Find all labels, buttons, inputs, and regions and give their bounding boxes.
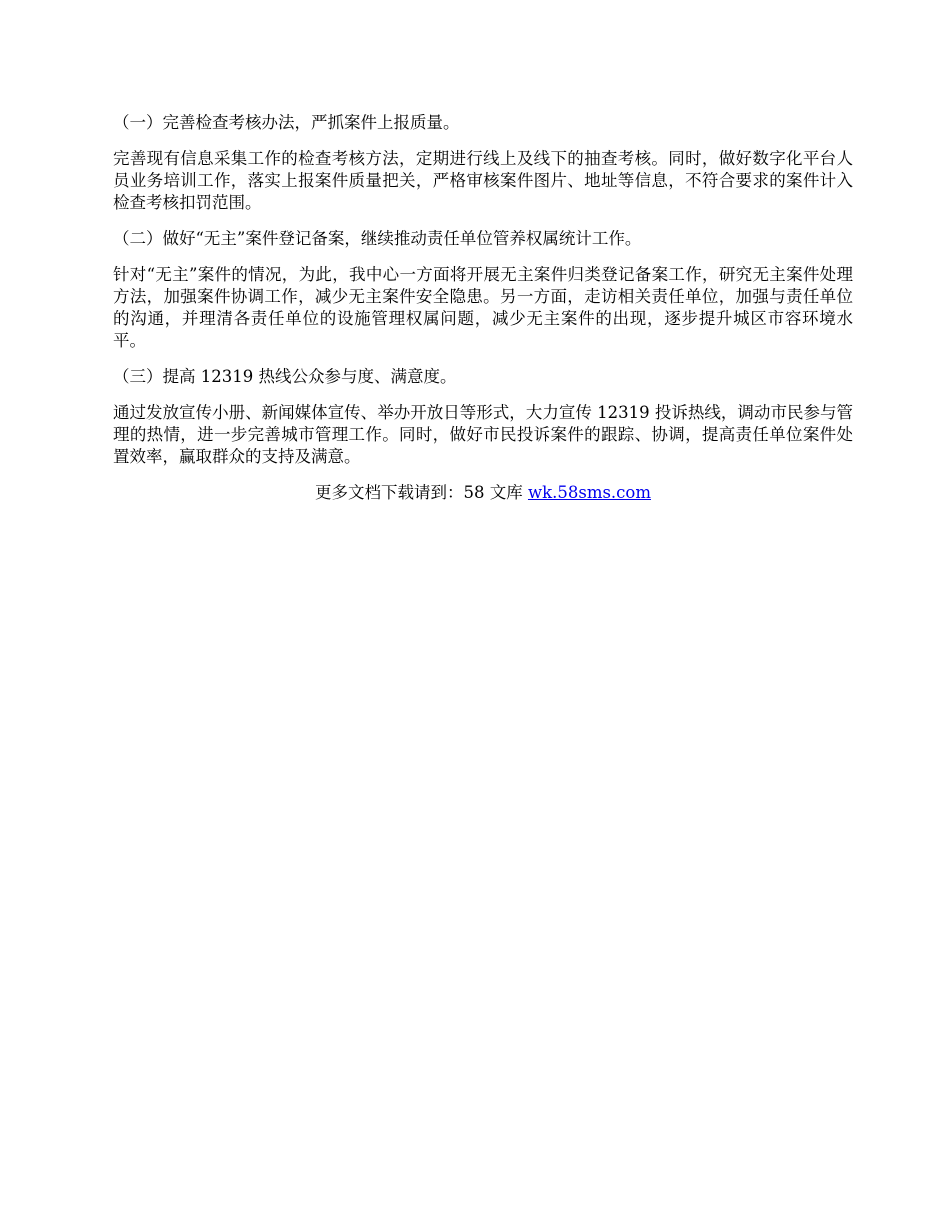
section-1-heading: （一）完善检查考核办法，严抓案件上报质量。 — [113, 113, 460, 132]
footer-text: 更多文档下载请到：58 文库 — [314, 483, 528, 502]
download-footer — [113, 482, 853, 504]
footer-link[interactable]: wk.58sms.com — [527, 483, 651, 502]
section-2-heading: （二）做好“无主”案件登记备案，继续推动责任单位管养权属统计工作。 — [113, 229, 642, 248]
document-page — [113, 112, 853, 504]
section-3-heading: （三）提高 12319 热线公众参与度、满意度。 — [113, 367, 457, 386]
section-2-body: 针对“无主”案件的情况，为此，我中心一方面将开展无主案件归类登记备案工作，研究无主案件处理方法，加强案件协调工作，减少无主案件安全隐患。另一方面，走访相关责任单位，加强与责任单位的沟通，并理清各责任单位的设施管理权属问题，减少无主案件的出现，逐步提升城区市容环境水平。 — [113, 265, 853, 350]
section-3-body: 通过发放宣传小册、新闻媒体宣传、举办开放日等形式，大力宣传 12319 投诉热线，调动市民参与管理的热情，进一步完善城市管理工作。同时，做好市民投诉案件的跟踪、协调，提高责任单位案件处置效率，赢取群众的支持及满意。 — [113, 403, 853, 466]
section-1-body: 完善现有信息采集工作的检查考核方法，定期进行线上及线下的抽查考核。同时，做好数字化平台人员业务培训工作，落实上报案件质量把关，严格审核案件图片、地址等信息，不符合要求的案件计入检查考核扣罚范围。 — [113, 149, 853, 212]
